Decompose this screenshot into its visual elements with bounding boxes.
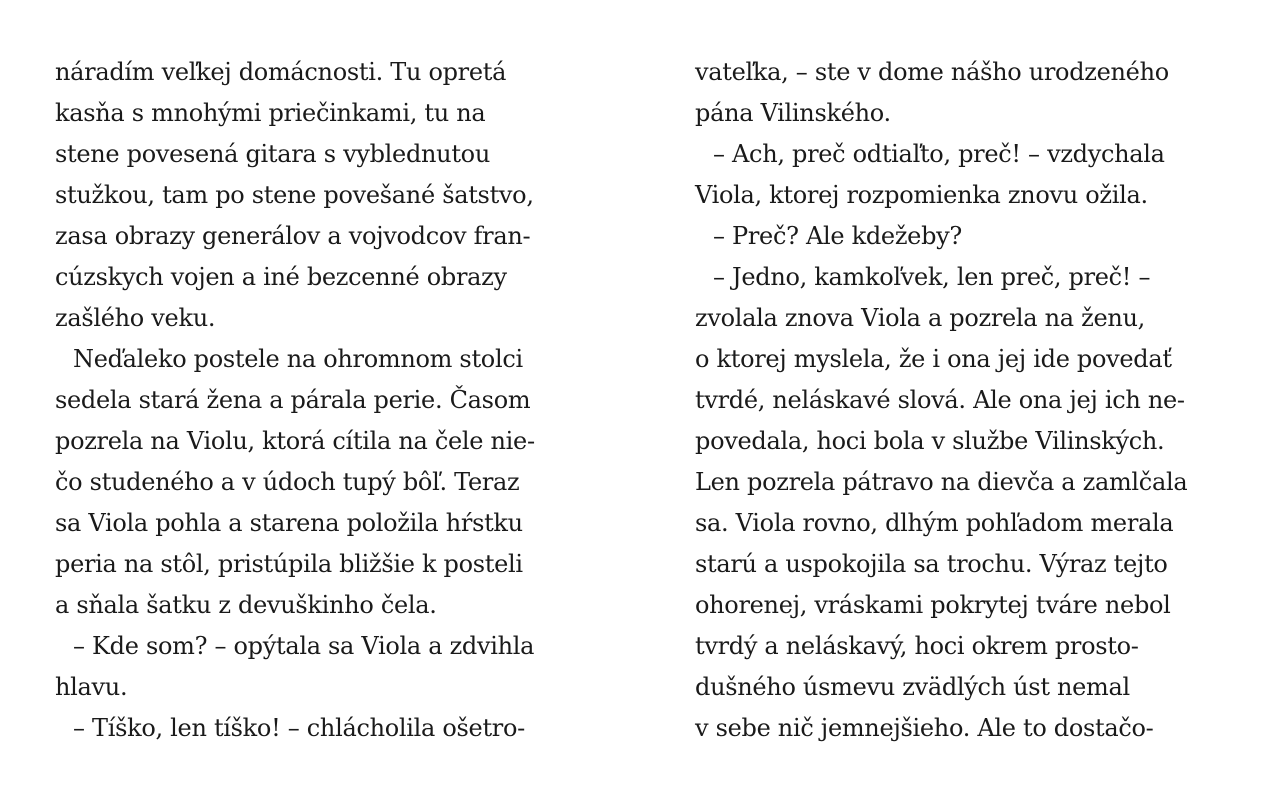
text-line: Viola, ktorej rozpomienka znovu ožila. bbox=[695, 181, 1148, 209]
text-line: ohorenej, vráskami pokrytej tváre nebol bbox=[695, 591, 1171, 619]
text-line: – Preč? Ale kdežeby? bbox=[713, 222, 962, 250]
text-line: pozrela na Violu, ktorá cítila na čele nie- bbox=[55, 427, 535, 455]
text-line: stužkou, tam po stene povešané šatstvo, bbox=[55, 181, 534, 209]
text-line: pána Vilinského. bbox=[695, 99, 891, 127]
text-line: hlavu. bbox=[55, 673, 128, 701]
text-line: zašlého veku. bbox=[55, 304, 216, 332]
text-line: náradím veľkej domácnosti. Tu opretá bbox=[55, 58, 507, 86]
text-line: – Ach, preč odtiaľto, preč! – vzdychala bbox=[713, 140, 1165, 168]
text-line: tvrdé, neláskavé slová. Ale ona jej ich ne- bbox=[695, 386, 1185, 414]
text-line: sa Viola pohla a starena položila hŕstku bbox=[55, 509, 523, 537]
text-line: Len pozrela pátravo na dievča a zamlčala bbox=[695, 468, 1188, 496]
right-text-column bbox=[695, 52, 1255, 749]
text-line: tvrdý a neláskavý, hoci okrem prosto- bbox=[695, 632, 1139, 660]
text-line: – Jedno, kamkoľvek, len preč, preč! – bbox=[713, 263, 1151, 291]
text-line: povedala, hoci bola v službe Vilinských. bbox=[695, 427, 1165, 455]
left-text-column bbox=[55, 52, 615, 749]
text-line: peria na stôl, pristúpila bližšie k posteli bbox=[55, 550, 523, 578]
text-line: – Kde som? – opýtala sa Viola a zdvihla bbox=[73, 632, 535, 660]
text-line: starú a uspokojila sa trochu. Výraz tejto bbox=[695, 550, 1168, 578]
text-line: zvolala znova Viola a pozrela na ženu, bbox=[695, 304, 1146, 332]
text-line: sedela stará žena a párala perie. Časom bbox=[55, 386, 531, 414]
text-line: čo studeného a v údoch tupý bôľ. Teraz bbox=[55, 468, 520, 496]
text-line: zasa obrazy generálov a vojvodcov fran- bbox=[55, 222, 531, 250]
text-line: dušného úsmevu zvädlých úst nemal bbox=[695, 673, 1130, 701]
text-line: kasňa s mnohými priečinkami, tu na bbox=[55, 99, 486, 127]
text-line: stene povesená gitara s vyblednutou bbox=[55, 140, 490, 168]
text-line: vateľka, – ste v dome nášho urodzeného bbox=[695, 58, 1169, 86]
text-line: sa. Viola rovno, dlhým pohľadom merala bbox=[695, 509, 1174, 537]
text-line: o ktorej myslela, že i ona jej ide povedať bbox=[695, 345, 1172, 373]
text-line: v sebe nič jemnejšieho. Ale to dostačo- bbox=[695, 714, 1154, 742]
text-line: a sňala šatku z devuškinho čela. bbox=[55, 591, 437, 619]
text-line: cúzskych vojen a iné bezcenné obrazy bbox=[55, 263, 507, 291]
text-line: Neďaleko postele na ohromnom stolci bbox=[73, 345, 523, 373]
text-line: – Tíško, len tíško! – chlácholila ošetro- bbox=[73, 714, 525, 742]
